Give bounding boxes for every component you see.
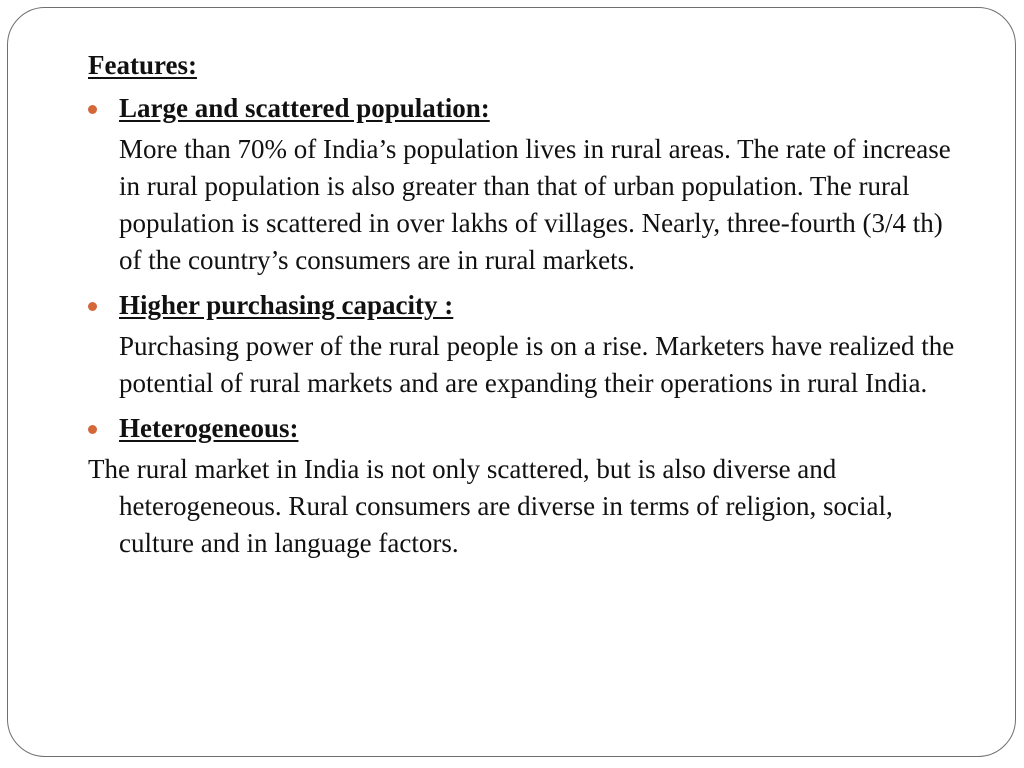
bullet-dot-icon: [88, 425, 97, 434]
bullet-item-heterogeneous: [88, 410, 968, 447]
bullet-dot-icon: [88, 302, 97, 311]
bullet-item-population: [88, 90, 968, 127]
bullet-item-purchasing: [88, 287, 968, 324]
bullet-dot-icon: [88, 105, 97, 114]
bullet-title: Large and scattered population:: [119, 93, 490, 123]
bullet-title: Heterogeneous:: [119, 413, 299, 443]
bullet-body: More than 70% of India’s population lives in rural areas. The rate of increase in rural population is also greater than that of urban population. The rural population is scattered in over lakhs of villages. Nearly, three-fourth (3/4 th) of the country’s consumers are in rural markets.: [119, 134, 951, 275]
bullet-title: Higher purchasing capacity :: [119, 290, 454, 320]
bullet-body: The rural market in India is not only scattered, but is also diverse and heterogeneous. Rural consumers are diverse in terms of religion, social, culture and in language factors.: [88, 454, 893, 558]
slide-heading: Features:: [88, 50, 197, 80]
bullet-body: Purchasing power of the rural people is on a rise. Marketers have realized the potential of rural markets and are expanding their operations in rural India.: [119, 331, 955, 398]
slide-content: [88, 47, 968, 562]
